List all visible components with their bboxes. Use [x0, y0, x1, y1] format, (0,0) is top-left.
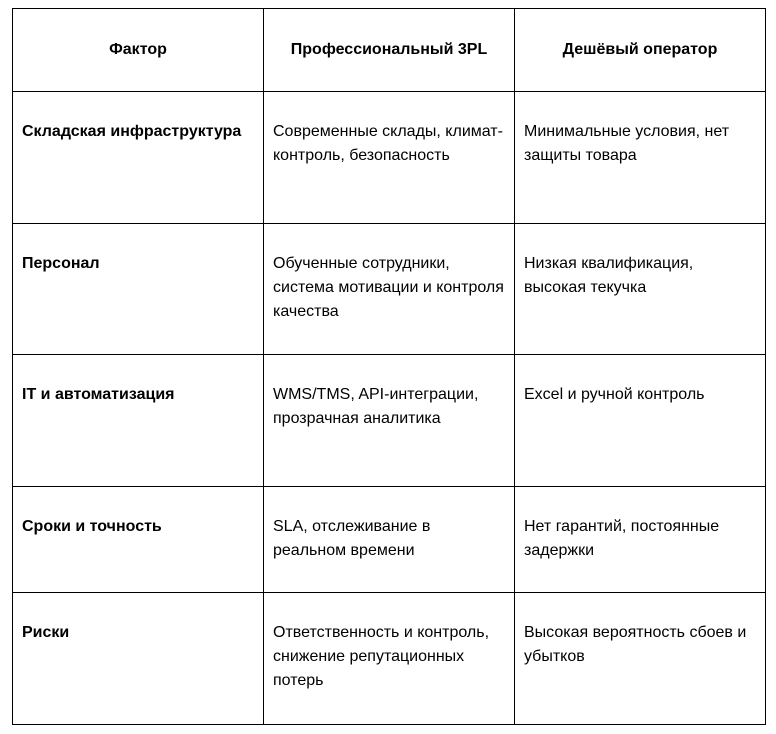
factor-cell: IT и автоматизация: [13, 355, 264, 487]
professional-cell: SLA, отслеживание в реальном времени: [264, 487, 515, 593]
professional-cell: Ответственность и контроль, снижение репутационных потерь: [264, 593, 515, 725]
cheap-cell: Низкая квалификация, высокая текучка: [515, 224, 766, 355]
table-row: [13, 593, 766, 725]
table-row: [13, 487, 766, 593]
cheap-cell: Минимальные условия, нет защиты товара: [515, 92, 766, 224]
professional-cell: Современные склады, климат-контроль, безопасность: [264, 92, 515, 224]
factor-cell: Персонал: [13, 224, 264, 355]
professional-cell: Обученные сотрудники, система мотивации и контроля качества: [264, 224, 515, 355]
factor-cell: Риски: [13, 593, 264, 725]
table-header-row: [13, 9, 766, 92]
table-row: [13, 92, 766, 224]
header-factor: Фактор: [13, 9, 264, 92]
table-row: [13, 355, 766, 487]
professional-cell: WMS/TMS, API-интеграции, прозрачная аналитика: [264, 355, 515, 487]
comparison-table: [12, 8, 766, 725]
cheap-cell: Excel и ручной контроль: [515, 355, 766, 487]
cheap-cell: Высокая вероятность сбоев и убытков: [515, 593, 766, 725]
table-row: [13, 224, 766, 355]
header-cheap-operator: Дешёвый оператор: [515, 9, 766, 92]
cheap-cell: Нет гарантий, постоянные задержки: [515, 487, 766, 593]
factor-cell: Сроки и точность: [13, 487, 264, 593]
factor-cell: Складская инфраструктура: [13, 92, 264, 224]
header-professional-3pl: Профессиональный 3PL: [264, 9, 515, 92]
